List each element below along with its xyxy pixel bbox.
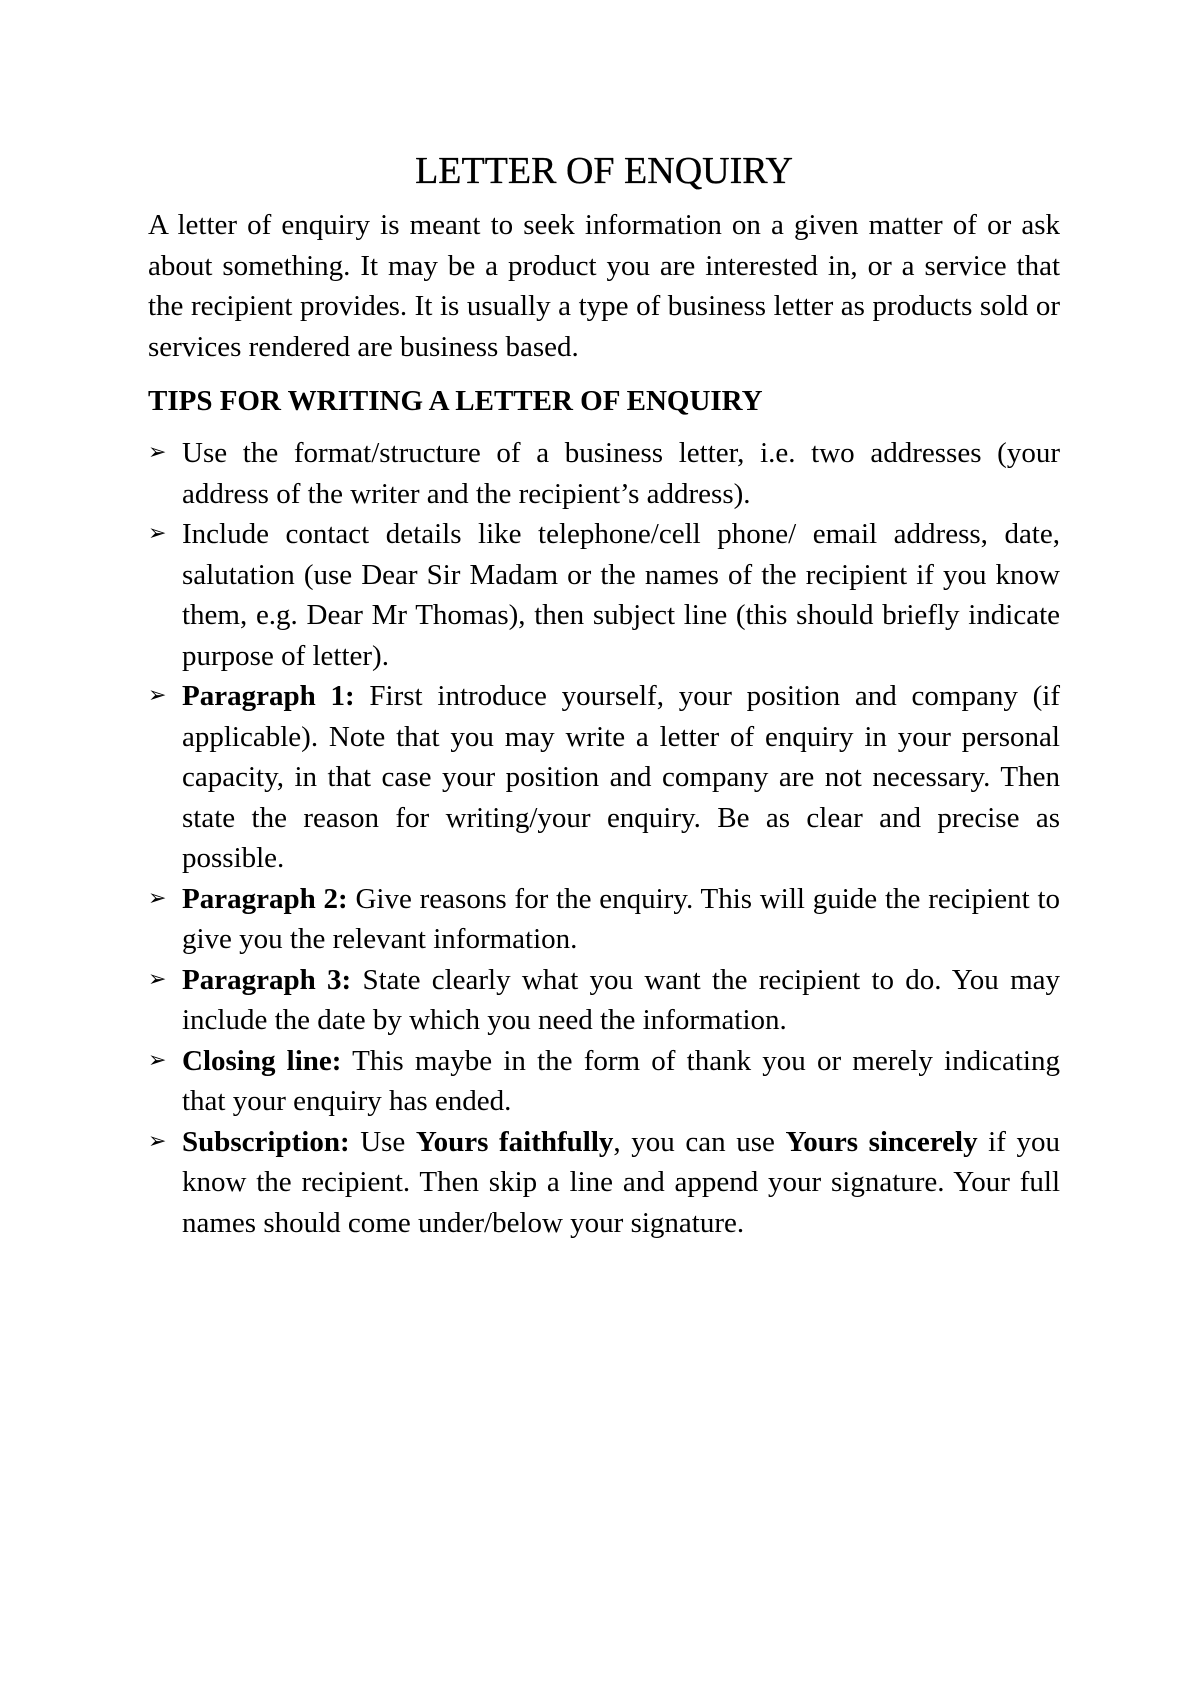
document-title: LETTER OF ENQUIRY bbox=[415, 150, 793, 192]
tip-item-paragraph-2 bbox=[148, 879, 1060, 960]
arrow-bullet-icon: ➢ bbox=[148, 966, 167, 992]
tip-label: Paragraph 1: bbox=[182, 680, 355, 712]
tip-label: Subscription: bbox=[182, 1125, 350, 1158]
tip-text: Give reasons for the enquiry. This will guide the recipient to give you the relevant information. bbox=[182, 882, 1060, 955]
tips-list bbox=[148, 433, 1060, 1243]
tip-text: Use the format/structure of a business letter, i.e. two addresses (your address of the writer and the recipient’s address). bbox=[182, 437, 1060, 510]
tip-item-paragraph-3 bbox=[148, 960, 1060, 1041]
tip-item-subscription bbox=[148, 1122, 1060, 1244]
intro-paragraph: A letter of enquiry is meant to seek information on a given matter of or ask about something. It may be a product you are interested in, or a service that the recipient provides. It is usually a type of business letter as products sold or services rendered are business based. bbox=[148, 209, 1060, 363]
arrow-bullet-icon: ➢ bbox=[148, 1128, 167, 1154]
tip-text: State clearly what you want the recipient to do. You may include the date by which you need the information. bbox=[182, 963, 1061, 1036]
tip-emphasis-yours-sincerely: Yours sincerely bbox=[785, 1125, 978, 1158]
tip-text: This maybe in the form of thank you or merely indicating that your enquiry has ended. bbox=[182, 1044, 1060, 1117]
tip-label: Paragraph 3: bbox=[182, 963, 352, 996]
document-page bbox=[148, 0, 1060, 1243]
tip-label: Paragraph 2: bbox=[182, 882, 348, 915]
tip-text: Use bbox=[349, 1125, 416, 1158]
arrow-bullet-icon: ➢ bbox=[148, 1047, 167, 1073]
arrow-bullet-icon: ➢ bbox=[148, 521, 167, 546]
tip-item-format bbox=[148, 433, 1060, 514]
tip-item-contact-details bbox=[148, 514, 1060, 676]
tip-text: Include contact details like telephone/cell phone/ email address, date, salutation (use Dear Sir Madam or the names of the recipient if you know them, e.g. Dear Mr Thomas), then subject line (this should briefly indicate purpose of letter). bbox=[182, 518, 1060, 672]
arrow-bullet-icon: ➢ bbox=[148, 440, 167, 465]
arrow-bullet-icon: ➢ bbox=[148, 885, 167, 911]
tip-item-paragraph-1 bbox=[148, 676, 1060, 879]
arrow-bullet-icon: ➢ bbox=[148, 683, 167, 708]
tips-heading: TIPS FOR WRITING A LETTER OF ENQUIRY bbox=[148, 385, 763, 417]
tip-text: , you can use bbox=[613, 1125, 786, 1158]
tip-text: First introduce yourself, your position and company (if applicable). Note that you may write a letter of enquiry in your personal capacity, in that case your position and company are not necessary. Then state the reason for writing/your enquiry. Be as clear and precise as possible. bbox=[182, 680, 1061, 874]
tip-text: if you know the recipient. Then skip a line and append your signature. Your full names should come under/below your signature. bbox=[182, 1125, 1060, 1239]
tip-emphasis-yours-faithfully: Yours faithfully bbox=[415, 1125, 614, 1158]
tip-label: Closing line: bbox=[182, 1044, 342, 1077]
tip-item-closing-line bbox=[148, 1041, 1060, 1122]
